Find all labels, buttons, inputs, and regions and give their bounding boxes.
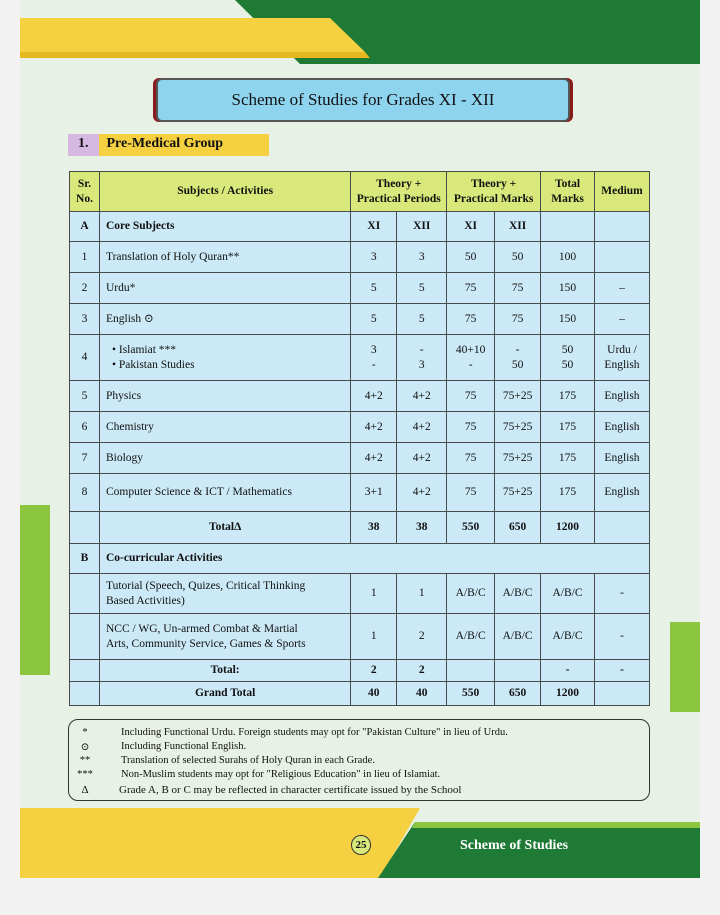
footnote-text: Including Functional Urdu. Foreign students may opt for "Pakistan Culture" in lieu of Urdu.	[121, 727, 508, 738]
cell-value: 175	[541, 412, 595, 443]
cell-value: 75	[447, 381, 495, 412]
row-subject: Computer Science & ICT / Mathematics	[99, 474, 350, 512]
cell-value: English	[595, 412, 650, 443]
table-row	[70, 474, 650, 512]
footnote-text: Grade A, B or C may be reflected in character certificate issued by the School	[119, 784, 462, 796]
cell-value: -	[541, 660, 595, 682]
footnote-symbol: **	[79, 755, 91, 766]
cell-value: 175	[541, 381, 595, 412]
footnotes-box	[68, 719, 650, 801]
cell-value: 75	[447, 304, 495, 335]
header-marks: Theory + Practical Marks	[447, 172, 541, 212]
cell-value: English	[595, 381, 650, 412]
row-sr: 8	[70, 474, 100, 512]
table-row	[70, 273, 650, 304]
row-subject: Chemistry	[99, 412, 350, 443]
grand-total-row	[70, 682, 650, 706]
cell-value: 50	[511, 358, 524, 371]
cell-value: -	[468, 358, 473, 371]
cell-value: 550	[447, 512, 495, 544]
footnote-symbol: Δ	[81, 784, 89, 796]
cell-value: 4+2	[351, 381, 397, 412]
footnote	[69, 741, 649, 754]
row-sr: 4	[70, 335, 100, 381]
cell-value: 5	[351, 273, 397, 304]
cell-value: 4+2	[397, 474, 447, 512]
cell-value: 650	[495, 512, 541, 544]
header-sr: Sr. No.	[70, 172, 100, 212]
cell-value: 4+2	[351, 412, 397, 443]
cell-value: English	[595, 443, 650, 474]
cell-value: -	[595, 574, 650, 614]
section-number: 1.	[68, 134, 99, 156]
cell-value: -	[595, 614, 650, 660]
cocurricular-label: Co-curricular Activities	[99, 544, 649, 574]
table-row	[70, 443, 650, 474]
core-code: A	[70, 212, 100, 242]
grade-label: XII	[495, 212, 541, 242]
document-page	[20, 0, 700, 878]
cell-value: 4+2	[351, 443, 397, 474]
row-subject-a: • Islamiat ***	[111, 344, 177, 357]
row-sr: 6	[70, 412, 100, 443]
table-row	[70, 242, 650, 273]
cell-value: 75	[447, 474, 495, 512]
page-number: 25	[351, 835, 371, 855]
row-subject: English ⊙	[99, 304, 350, 335]
row-subject: Biology	[99, 443, 350, 474]
header-decoration	[20, 0, 700, 70]
grand-total-label: Grand Total	[99, 682, 350, 706]
cell-value: –	[595, 273, 650, 304]
right-accent-bar	[670, 622, 700, 712]
cell-value: 75+25	[495, 381, 541, 412]
row-sr: 1	[70, 242, 100, 273]
cell-value: 1	[351, 614, 397, 660]
cell-value: 40	[351, 682, 397, 706]
header-row	[70, 172, 650, 212]
cell-value: 40+10	[455, 344, 486, 357]
footnote	[69, 727, 649, 740]
cell-value: A/B/C	[495, 574, 541, 614]
row-subject: Urdu*	[99, 273, 350, 304]
cell-value: English	[595, 474, 650, 512]
cell-value: 550	[447, 682, 495, 706]
science-rows	[70, 381, 650, 512]
footnote-symbol: *	[82, 727, 88, 738]
cell-value: 4+2	[397, 443, 447, 474]
section-name: Pre-Medical Group	[99, 134, 270, 156]
cell-value: 2	[351, 660, 397, 682]
cell-value: 1	[397, 574, 447, 614]
cell-value: 650	[495, 682, 541, 706]
grade-label: XI	[447, 212, 495, 242]
cocurricular-total-row	[70, 660, 650, 682]
row-subject: NCC / WG, Un-armed Combat & Martial Arts, Community Service, Games & Sports	[99, 614, 350, 660]
cell-value: 3	[351, 242, 397, 273]
header-total: Total Marks	[541, 172, 595, 212]
cell-value: 5	[397, 273, 447, 304]
cell-value	[447, 660, 495, 682]
scheme-table	[69, 171, 650, 706]
cell-value: 1200	[541, 682, 595, 706]
table-row	[70, 574, 650, 614]
cell-value: Urdu /	[607, 344, 637, 357]
row-subject: Translation of Holy Quran**	[99, 242, 350, 273]
cell-value: A/B/C	[495, 614, 541, 660]
footnote-text: Translation of selected Surahs of Holy Quran in each Grade.	[121, 755, 375, 766]
cell-value: –	[595, 304, 650, 335]
cell-value: 3	[397, 242, 447, 273]
cell-value: English	[604, 358, 640, 371]
cell-value: 50	[447, 242, 495, 273]
cell-value: 3	[370, 344, 377, 357]
left-accent-bar	[20, 505, 50, 675]
footnote-text: Non-Muslim students may opt for "Religious Education" in lieu of Islamiat.	[121, 769, 441, 780]
core-subjects-row	[70, 212, 650, 242]
row-sr: 5	[70, 381, 100, 412]
table-row	[70, 614, 650, 660]
cell-value: 3	[418, 358, 425, 371]
cell-value: 75	[447, 273, 495, 304]
cell-value: A/B/C	[541, 614, 595, 660]
table-row	[70, 381, 650, 412]
cell-value: 100	[541, 242, 595, 273]
cell-value: 5	[397, 304, 447, 335]
row-sr: 3	[70, 304, 100, 335]
cell-value: 75+25	[495, 443, 541, 474]
cell-value: 75+25	[495, 474, 541, 512]
cell-value: 2	[397, 660, 447, 682]
row-subject: Physics	[99, 381, 350, 412]
cell-value: -	[515, 344, 520, 357]
cell-value: 50	[561, 344, 574, 357]
cell-value: 2	[397, 614, 447, 660]
footnote-symbol: ***	[77, 769, 93, 780]
page-title: Scheme of Studies for Grades XI - XII	[156, 78, 570, 122]
total-label: TotalΔ	[99, 512, 350, 544]
cell-value: 150	[541, 304, 595, 335]
table-row	[70, 412, 650, 443]
cocurricular-row	[70, 544, 650, 574]
cell-value: 175	[541, 443, 595, 474]
cell-value: A/B/C	[541, 574, 595, 614]
cell-value	[595, 242, 650, 273]
cell-value: A/B/C	[447, 614, 495, 660]
cell-value: 75	[447, 443, 495, 474]
cocurricular-rows	[70, 574, 650, 660]
cell-value: A/B/C	[447, 574, 495, 614]
row-sr: 2	[70, 273, 100, 304]
grade-label: XI	[351, 212, 397, 242]
cell-value: 1200	[541, 512, 595, 544]
cell-value: 50	[561, 358, 574, 371]
header-subjects: Subjects / Activities	[99, 172, 350, 212]
header-periods: Theory + Practical Periods	[351, 172, 447, 212]
footnote-symbol: ⊙	[80, 742, 90, 753]
cell-value: -	[371, 358, 376, 371]
section-heading	[68, 134, 269, 156]
total-row	[70, 512, 650, 544]
row-subject: Tutorial (Speech, Quizes, Critical Thinking Based Activities)	[99, 574, 350, 614]
cell-value: 5	[351, 304, 397, 335]
cell-value: -	[419, 344, 424, 357]
cell-value: -	[595, 660, 650, 682]
core-rows	[70, 242, 650, 335]
footnote	[69, 769, 649, 782]
cell-value: 75+25	[495, 412, 541, 443]
cell-value: 1	[351, 574, 397, 614]
cell-value: 75	[495, 273, 541, 304]
cell-value: 75	[495, 304, 541, 335]
cell-value: 150	[541, 273, 595, 304]
header-medium: Medium	[595, 172, 650, 212]
row-subject-b: • Pakistan Studies	[111, 358, 195, 371]
cell-value: 175	[541, 474, 595, 512]
cell-value	[495, 660, 541, 682]
cell-value: 38	[397, 512, 447, 544]
footnote	[69, 755, 649, 768]
grade-label: XII	[397, 212, 447, 242]
footnote	[69, 784, 649, 797]
cell-value: 40	[397, 682, 447, 706]
row-sr: 7	[70, 443, 100, 474]
cell-value: 4+2	[397, 412, 447, 443]
total-label: Total:	[99, 660, 350, 682]
footer-label: Scheme of Studies	[460, 838, 569, 853]
cell-value: 4+2	[397, 381, 447, 412]
cocurricular-code: B	[70, 544, 100, 574]
cell-value: 50	[495, 242, 541, 273]
core-label: Core Subjects	[99, 212, 350, 242]
cell-value: 38	[351, 512, 397, 544]
table-row	[70, 304, 650, 335]
cell-value: 75	[447, 412, 495, 443]
row-sr	[70, 614, 100, 660]
row-sr	[70, 574, 100, 614]
row-subject	[99, 335, 350, 381]
footnote-text: Including Functional English.	[121, 741, 247, 752]
table-row-4	[70, 335, 650, 381]
cell-value: 3+1	[351, 474, 397, 512]
